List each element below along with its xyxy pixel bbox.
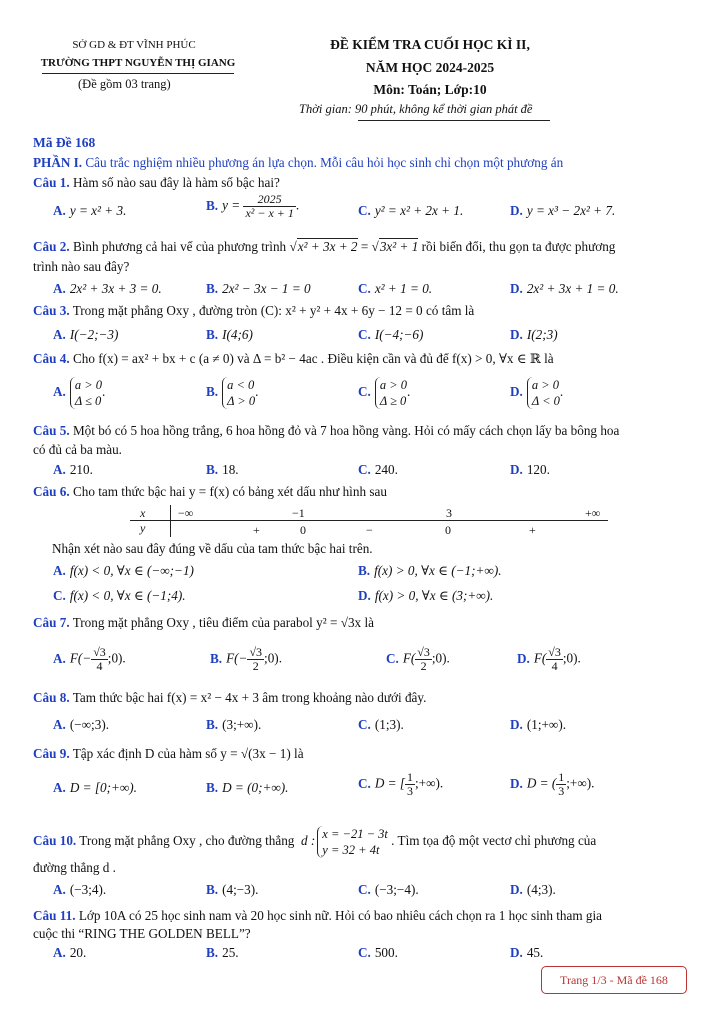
- q9-option-c[interactable]: C. D = [ $\frac{1}{3}$ ;+∞).: [358, 770, 444, 798]
- exam-title: ĐỀ KIỂM TRA CUỐI HỌC KÌ II,: [330, 37, 530, 52]
- q3-option-c[interactable]: C. I(−4;−6): [358, 327, 424, 342]
- question-9: Câu 9. Tập xác định D của hàm số y = √(3x − 1) là: [33, 746, 304, 761]
- question-6-prompt: Nhận xét nào sau đây đúng về dấu của tam thức bậc hai trên.: [52, 541, 373, 556]
- q2-option-d[interactable]: D. 2x² + 3x + 1 = 0.: [510, 281, 619, 296]
- q6-option-c[interactable]: C. f(x) < 0, ∀x ∈ (−1;4).: [53, 588, 186, 603]
- q1-option-c[interactable]: C. y² = x² + 2x + 1.: [358, 203, 464, 218]
- exam-subject: Môn: Toán; Lớp:10: [373, 82, 487, 97]
- page-footer-badge: Trang 1/3 - Mã đề 168: [541, 966, 687, 994]
- q11-option-c[interactable]: C. 500.: [358, 945, 398, 960]
- q4-option-b[interactable]: B. a < 0 Δ > 0.: [206, 378, 259, 408]
- question-11-cont: cuộc thi “RING THE GOLDEN BELL”?: [33, 926, 251, 941]
- q7-option-c[interactable]: C. F( $\frac{√3}{2}$ ;0).: [386, 645, 450, 673]
- q3-option-b[interactable]: B. I(4;6): [206, 327, 253, 342]
- q1-option-b[interactable]: B. y = $\frac{2025}{\text{x² − x + 1}}$ .: [206, 192, 300, 220]
- q5-option-a[interactable]: A. 210.: [53, 462, 93, 477]
- q8-option-c[interactable]: C. (1;3).: [358, 717, 404, 732]
- question-8: Câu 8. Tam thức bậc hai f(x) = x² − 4x + 3 âm trong khoảng nào dưới đây.: [33, 690, 427, 705]
- q6-option-b[interactable]: B. f(x) > 0, ∀x ∈ (−1;+∞).: [358, 563, 502, 578]
- q4-option-d[interactable]: D. a > 0 Δ < 0.: [510, 378, 564, 408]
- q8-option-d[interactable]: D. (1;+∞).: [510, 717, 567, 732]
- question-4: Câu 4. Cho f(x) = ax² + bx + c (a ≠ 0) và Δ = b² − 4ac . Điều kiện cần và đủ để f(x) > 0, ∀x ∈ ℝ là: [33, 351, 554, 366]
- q5-option-d[interactable]: D. 120.: [510, 462, 550, 477]
- q2-option-a[interactable]: A. 2x² + 3x + 3 = 0.: [53, 281, 162, 296]
- pages-note: (Đề gồm 03 trang): [78, 77, 171, 91]
- exam-year: NĂM HỌC 2024-2025: [365, 60, 495, 75]
- q9-option-d[interactable]: D. D = ( $\frac{1}{3}$ ;+∞).: [510, 770, 595, 798]
- q6-option-a[interactable]: A. f(x) < 0, ∀x ∈ (−∞;−1): [53, 563, 194, 578]
- q1-option-d[interactable]: D. y = x³ − 2x² + 7.: [510, 203, 616, 218]
- question-3: Câu 3. Trong mặt phẳng Oxy , đường tròn (C): x² + y² + 4x + 6y − 12 = 0 có tâm là: [33, 303, 475, 318]
- q9-option-a[interactable]: A. D = [0;+∞).: [53, 780, 137, 795]
- question-1: Câu 1. Hàm số nào sau đây là hàm số bậc hai?: [33, 175, 280, 190]
- q8-option-a[interactable]: A. (−∞;3).: [53, 717, 110, 732]
- q10-option-c[interactable]: C. (−3;−4).: [358, 882, 419, 897]
- q2-option-c[interactable]: C. x² + 1 = 0.: [358, 281, 433, 296]
- q11-option-d[interactable]: D. 45.: [510, 945, 544, 960]
- q2-option-b[interactable]: B. 2x² − 3x − 1 = 0: [206, 281, 311, 296]
- q11-option-b[interactable]: B. 25.: [206, 945, 239, 960]
- exam-code: Mã Đề 168: [33, 135, 96, 150]
- q10-option-d[interactable]: D. (4;3).: [510, 882, 556, 897]
- question-11: Câu 11. Lớp 10A có 25 học sinh nam và 20 học sinh nữ. Hỏi có bao nhiêu cách chọn ra 1 học sinh tham gia: [33, 908, 603, 923]
- exam-time: Thời gian: 90 phút, không kể thời gian phát đề: [299, 102, 533, 116]
- q4-option-a[interactable]: A. a > 0 Δ ≤ 0.: [53, 378, 106, 408]
- q1-option-a[interactable]: A. y = x² + 3.: [53, 203, 127, 218]
- q5-option-c[interactable]: C. 240.: [358, 462, 398, 477]
- q11-option-a[interactable]: A. 20.: [53, 945, 87, 960]
- q5-option-b[interactable]: B. 18.: [206, 462, 239, 477]
- q7-option-a[interactable]: A. F(− $\frac{√3}{4}$ ;0).: [53, 645, 126, 673]
- question-10-cont: đường thẳng d .: [33, 860, 116, 875]
- question-2-cont: trình nào sau đây?: [33, 259, 130, 274]
- question-5-cont: có đủ cả ba màu.: [33, 442, 122, 457]
- question-7: Câu 7. Trong mặt phẳng Oxy , tiêu điểm của parabol y² = √3x là: [33, 615, 374, 630]
- q10-option-a[interactable]: A. (−3;4).: [53, 882, 107, 897]
- q3-option-a[interactable]: A. I(−2;−3): [53, 327, 119, 342]
- q8-option-b[interactable]: B. (3;+∞).: [206, 717, 262, 732]
- section-heading: PHẦN I. Câu trắc nghiệm nhiều phương án lựa chọn. Mỗi câu hỏi học sinh chỉ chọn một phương án: [33, 155, 564, 170]
- question-5: Câu 5. Một bó có 5 hoa hồng trắng, 6 hoa hồng đỏ và 7 hoa hồng vàng. Hỏi có mấy cách chọn lấy ba bông hoa: [33, 423, 620, 438]
- q10-option-b[interactable]: B. (4;−3).: [206, 882, 259, 897]
- q4-option-c[interactable]: C. a > 0 Δ ≥ 0.: [358, 378, 411, 408]
- dept-name: SỞ GD & ĐT VĨNH PHÚC: [72, 39, 196, 51]
- question-6: Câu 6. Cho tam thức bậc hai y = f(x) có bảng xét dấu như hình sau: [33, 484, 387, 499]
- q7-option-b[interactable]: B. F(− $\frac{√3}{2}$ ;0).: [210, 645, 282, 673]
- question-10: Câu 10. Trong mặt phẳng Oxy , cho đường thẳng d : x = −21 − 3t y = 32 + 4t . Tìm tọa độ một vectơ chỉ phương của: [33, 827, 597, 857]
- q7-option-d[interactable]: D. F( $\frac{√3}{4}$ ;0).: [517, 645, 581, 673]
- q6-option-d[interactable]: D. f(x) > 0, ∀x ∈ (3;+∞).: [358, 588, 494, 603]
- school-name: TRƯỜNG THPT NGUYỄN THỊ GIANG: [40, 57, 236, 69]
- q9-option-b[interactable]: B. D = (0;+∞).: [206, 780, 289, 795]
- question-2: Câu 2. Bình phương cả hai vế của phương trình √x² + 3x + 2 = √3x² + 1 rồi biến đổi, thu gọn ta được phương: [33, 239, 616, 254]
- q3-option-d[interactable]: D. I(2;3): [510, 327, 558, 342]
